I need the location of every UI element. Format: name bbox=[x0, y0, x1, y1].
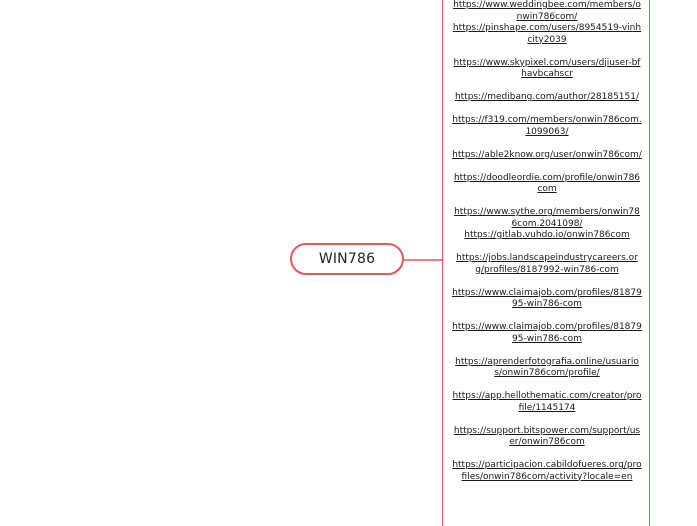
link-item[interactable]: https://able2know.org/user/onwin786com/ bbox=[452, 149, 642, 160]
link-item[interactable]: https://www.claimajob.com/profiles/8187995-win786-com bbox=[452, 287, 642, 309]
link-item[interactable]: https://support.bitspower.com/support/user/onwin786com bbox=[453, 425, 641, 447]
link-item[interactable]: https://pinshape.com/users/8954519-vinhcity2039 bbox=[452, 23, 642, 45]
link-item[interactable]: https://gitlab.vuhdo.io/onwin786com bbox=[464, 230, 630, 240]
link-item[interactable]: https://f319.com/members/onwin786com.1099063/ bbox=[452, 115, 642, 137]
link-item[interactable]: https://app.hellothematic.com/creator/profile/1145174 bbox=[452, 391, 642, 413]
link-item[interactable]: https://doodleordie.com/profile/onwin786com bbox=[453, 172, 641, 194]
link-item[interactable]: https://www.skypixel.com/users/djiuser-bfhavbcahscr bbox=[453, 57, 641, 79]
central-topic-label: WIN786 bbox=[318, 251, 376, 267]
link-item[interactable]: https://www.sythe.org/members/onwin786com.2041098/ bbox=[454, 207, 640, 229]
link-item[interactable]: https://www.weddingbee.com/members/onwin786com/ bbox=[453, 0, 641, 22]
links-list bbox=[452, 0, 642, 483]
link-item[interactable]: https://www.claimajob.com/profiles/8187995-win786-com bbox=[452, 322, 642, 344]
link-item[interactable]: https://aprenderfotografia.online/usuarios/onwin786com/profile/ bbox=[455, 356, 639, 378]
link-item[interactable]: https://jobs.landscapeindustrycareers.org/profiles/8187992-win786-com bbox=[456, 253, 638, 275]
link-item[interactable]: https://medibang.com/author/28185151/ bbox=[454, 92, 640, 102]
central-topic-node[interactable] bbox=[290, 243, 404, 275]
link-item[interactable]: https://participacion.cabildofueres.org/profiles/onwin786com/activity?locale=en bbox=[452, 460, 642, 482]
